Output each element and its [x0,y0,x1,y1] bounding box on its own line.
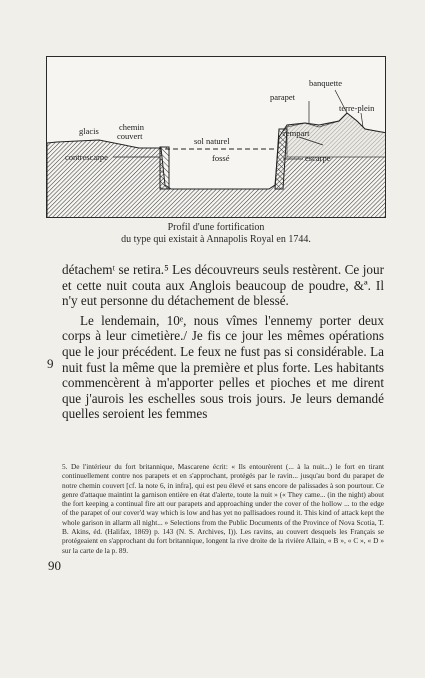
chemin-couvert-label-line2: couvert [117,131,143,141]
contrescarpe-label: contrescarpe [65,152,108,162]
footnote-5: 5. De l'intérieur du fort britannique, Mascarene écrit: « Ils entourèrent (... à la nuit...) le fort en tirant continuellement contre nos parapets et en s'approchant, protégés par le ravin... jusqu'au bord du parapet de notre chemin couvert [cf. la note 6, in infra], qui est peu élevé et sans encore de palissades à son pourtour. Ce genre d'attaque maintint la garnison entière en état d'alerte, toute la nuit » (« They came... (in the night) about the fort keeping a continual fire att our parapets and approaching under the cover of the hollow ... to the edge of the parapet of our cover'd way which is low and has yet no pallisadoes round it. This kind of attack kept the whole garison in allarm all night... » Selections from the Public Documents of the Province of Nova Scotia, T. B. Akins, éd. (Halifax, 1869) p. 143 (N. S. Archives, I)). Les ravins, au couvert desquels les Français se protégeaient en s'approchant du fort britannique, longent la rive droite de la rivière Allain, « B », « C », « D » sur la carte de la p. 89. [62,462,384,555]
fosse-label: fossé [212,153,230,163]
banquette-label: banquette [309,78,343,88]
margin-number: 9 [47,356,54,371]
chemin-couvert-label-line1: chemin [119,122,145,132]
page-number: 90 [48,558,61,573]
rempart-label: rempart [283,128,310,138]
fortification-profile-figure [46,56,386,218]
escarpe-label: escarpe [305,153,331,163]
terre-plein-label: terre-plein [339,103,375,113]
parapet-label: parapet [270,92,296,102]
sol-naturel-label: sol naturel [194,136,230,146]
contrescarpe-wall [160,147,169,189]
body-text [62,262,384,422]
paragraph-1: détachemᵗ se retira.⁵ Les découvreurs seuls restèrent. Ce jour et cette nuit couta aux Anglois beaucoup de poudre, &ª. Il n'y eut personne du détachement de blessé. [62,262,384,309]
paragraph-2: Le lendemain, 10ᵉ, nous vîmes l'ennemy porter deux corps à leur cimetière./ Je fis ce jour les mêmes opérations que le jour précédent. Le feux ne fust pas si considérable. La nuit fust la même que la première et plus forte. Les habitants commencèrent à m'apporter pelles et pioches et me dirent que j'aurois les eschelles sous trois jours. Je leurs demandé quelles seroient les femmes [62,312,384,422]
figure-caption [46,222,386,246]
caption-line-1: Profil d'une fortification [167,222,265,233]
caption-line-2: du type qui existait à Annapolis Royal en 1744. [121,234,311,245]
glacis-label: glacis [79,126,99,136]
